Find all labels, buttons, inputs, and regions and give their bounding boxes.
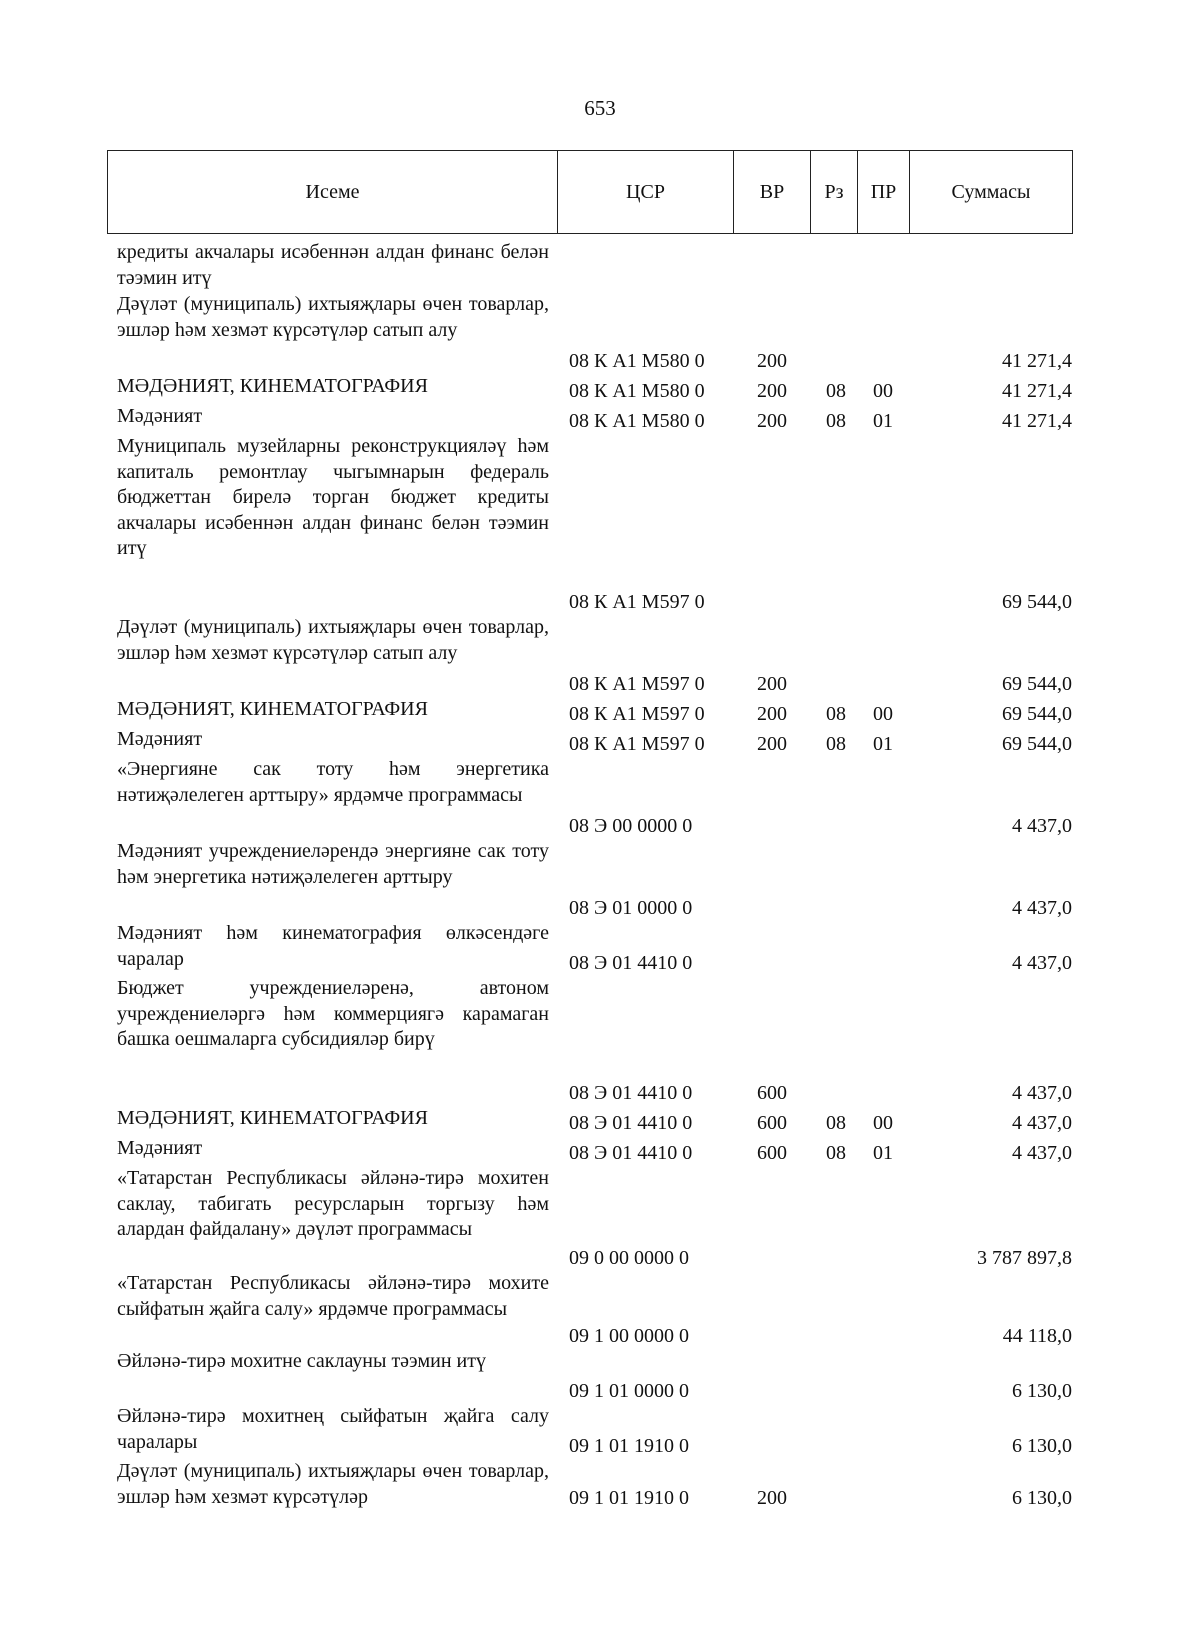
table-row [0, 1106, 1200, 1136]
row-pr: 01 [873, 409, 893, 432]
table-row [0, 921, 1200, 976]
row-vr: 200 [757, 349, 787, 372]
table-row [0, 697, 1200, 727]
table-row [0, 1136, 1200, 1166]
row-sum: 4 437,0 [1012, 951, 1072, 974]
row-sum: 69 544,0 [1002, 702, 1072, 725]
table-row [0, 1404, 1200, 1459]
row-csr: 08 Э 01 4410 0 [569, 1141, 693, 1164]
table-row [0, 1459, 1200, 1511]
row-name: Мәдәният [117, 405, 203, 427]
table-row [0, 292, 1200, 374]
row-name: Дәүләт (муниципаль) ихтыяҗлары өчен товарлар, эшләр һәм хезмәт күрсәтүләр сатып алу [117, 616, 549, 664]
row-csr: 09 0 00 0000 0 [569, 1246, 689, 1269]
row-name: Мәдәният [117, 1137, 203, 1159]
row-csr: 09 1 01 1910 0 [569, 1486, 689, 1509]
row-csr: 08 К А1 М580 0 [569, 349, 705, 372]
row-name: МӘДӘНИЯТ, КИНЕМАТОГРАФИЯ [117, 375, 428, 397]
row-csr: 08 Э 01 4410 0 [569, 951, 693, 974]
row-csr: 08 Э 00 0000 0 [569, 814, 693, 837]
row-csr: 09 1 01 1910 0 [569, 1434, 689, 1457]
row-csr: 08 Э 01 4410 0 [569, 1081, 693, 1104]
row-csr: 08 К А1 М597 0 [569, 732, 705, 755]
row-name: МӘДӘНИЯТ, КИНЕМАТОГРАФИЯ [117, 1107, 428, 1129]
row-sum: 41 271,4 [1002, 379, 1072, 402]
header-csr: ЦСР [557, 151, 733, 233]
row-sum: 4 437,0 [1012, 1111, 1072, 1134]
row-name: кредиты акчалары исәбеннән алдан финанс белән тәэмин итү [117, 241, 549, 289]
row-csr: 09 1 01 0000 0 [569, 1379, 689, 1402]
row-sum: 4 437,0 [1012, 896, 1072, 919]
row-vr: 200 [757, 672, 787, 695]
row-name: Мәдәният учреждениеләрендә энергияне сак тоту һәм энергетика нәтиҗәлелеген арттыру [117, 840, 549, 888]
row-rz: 08 [826, 1141, 846, 1164]
row-sum: 69 544,0 [1002, 732, 1072, 755]
row-name: Мәдәният һәм кинематография өлкәсендәге чаралар [117, 922, 549, 970]
header-name: Исеме [305, 180, 360, 203]
table-row [0, 434, 1200, 615]
row-pr: 00 [873, 702, 893, 725]
table-row [0, 976, 1200, 1106]
table-row [0, 374, 1200, 404]
row-csr: 08 К А1 М580 0 [569, 379, 705, 402]
row-sum: 41 271,4 [1002, 409, 1072, 432]
table-header [107, 150, 1073, 234]
row-rz: 08 [826, 732, 846, 755]
row-rz: 08 [826, 409, 846, 432]
row-csr: 08 Э 01 0000 0 [569, 896, 693, 919]
row-name: «Энергияне сак тоту һәм энергетика нәтиҗәлелеген арттыру» ярдәмче программасы [117, 758, 549, 806]
row-name: Дәүләт (муниципаль) ихтыяҗлары өчен товарлар, эшләр һәм хезмәт күрсәтүләр [117, 1460, 549, 1508]
row-sum: 4 437,0 [1012, 814, 1072, 837]
row-vr: 200 [757, 409, 787, 432]
row-rz: 08 [826, 1111, 846, 1134]
row-pr: 01 [873, 732, 893, 755]
row-rz: 08 [826, 379, 846, 402]
row-name: Муниципаль музейларны реконструкцияләү һәм капиталь ремонтлау чыгымнарын федераль бюджеттан бирелә торган бюджет кредиты акчалары исәбеннән алдан финанс белән тәэмин итү [117, 435, 549, 559]
row-sum: 6 130,0 [1012, 1486, 1072, 1509]
table-row [0, 757, 1200, 839]
row-csr: 08 Э 01 4410 0 [569, 1111, 693, 1134]
table-body [0, 240, 1200, 1511]
row-name: Әйләнә-тирә мохитнең сыйфатын җайга салу чаралары [117, 1405, 549, 1453]
table-row [0, 839, 1200, 921]
row-rz: 08 [826, 702, 846, 725]
row-sum: 4 437,0 [1012, 1081, 1072, 1104]
header-sum: Суммасы [909, 151, 1072, 233]
row-sum: 44 118,0 [1002, 1324, 1072, 1347]
table-row [0, 1349, 1200, 1404]
row-vr: 200 [757, 732, 787, 755]
row-csr: 08 К А1 М597 0 [569, 590, 705, 613]
row-vr: 600 [757, 1111, 787, 1134]
row-pr: 00 [873, 379, 893, 402]
header-pr: ПР [857, 151, 909, 233]
row-vr: 200 [757, 379, 787, 402]
row-sum: 3 787 897,8 [977, 1246, 1072, 1269]
row-sum: 41 271,4 [1002, 349, 1072, 372]
table-row [0, 240, 1200, 292]
table-row [0, 1166, 1200, 1271]
row-csr: 08 К А1 М580 0 [569, 409, 705, 432]
row-vr: 200 [757, 702, 787, 725]
row-name: Бюджет учреждениеләренә, автоном учреждениеләргә һәм коммерциягә карамаган башка оешмаларга субсидияләр бирү [117, 977, 549, 1050]
row-csr: 09 1 00 0000 0 [569, 1324, 689, 1347]
table-row [0, 1271, 1200, 1349]
header-rz: Рз [810, 151, 857, 233]
row-name: Дәүләт (муниципаль) ихтыяҗлары өчен товарлар, эшләр һәм хезмәт күрсәтүләр сатып алу [117, 293, 549, 341]
table-row [0, 727, 1200, 757]
row-csr: 08 К А1 М597 0 [569, 672, 705, 695]
row-name: «Татарстан Республикасы әйләнә-тирә мохите сыйфатын җайга салу» ярдәмче программасы [117, 1272, 549, 1320]
row-sum: 6 130,0 [1012, 1434, 1072, 1457]
row-vr: 200 [757, 1486, 787, 1509]
table-row [0, 404, 1200, 434]
row-sum: 69 544,0 [1002, 672, 1072, 695]
row-name: Әйләнә-тирә мохитне саклауны тәэмин итү [117, 1350, 486, 1372]
page-number: 653 [584, 96, 616, 120]
row-pr: 00 [873, 1111, 893, 1134]
row-pr: 01 [873, 1141, 893, 1164]
header-vr: ВР [733, 151, 810, 233]
row-csr: 08 К А1 М597 0 [569, 702, 705, 725]
row-sum: 69 544,0 [1002, 590, 1072, 613]
row-vr: 600 [757, 1141, 787, 1164]
row-sum: 6 130,0 [1012, 1379, 1072, 1402]
row-name: «Татарстан Республикасы әйләнә-тирә мохитен саклау, табигать ресурсларын торгызу һәм алардан файдалану» дәүләт программасы [117, 1167, 549, 1240]
row-name: МӘДӘНИЯТ, КИНЕМАТОГРАФИЯ [117, 698, 428, 720]
row-name: Мәдәният [117, 728, 203, 750]
table-row [0, 615, 1200, 697]
row-vr: 600 [757, 1081, 787, 1104]
row-sum: 4 437,0 [1012, 1141, 1072, 1164]
